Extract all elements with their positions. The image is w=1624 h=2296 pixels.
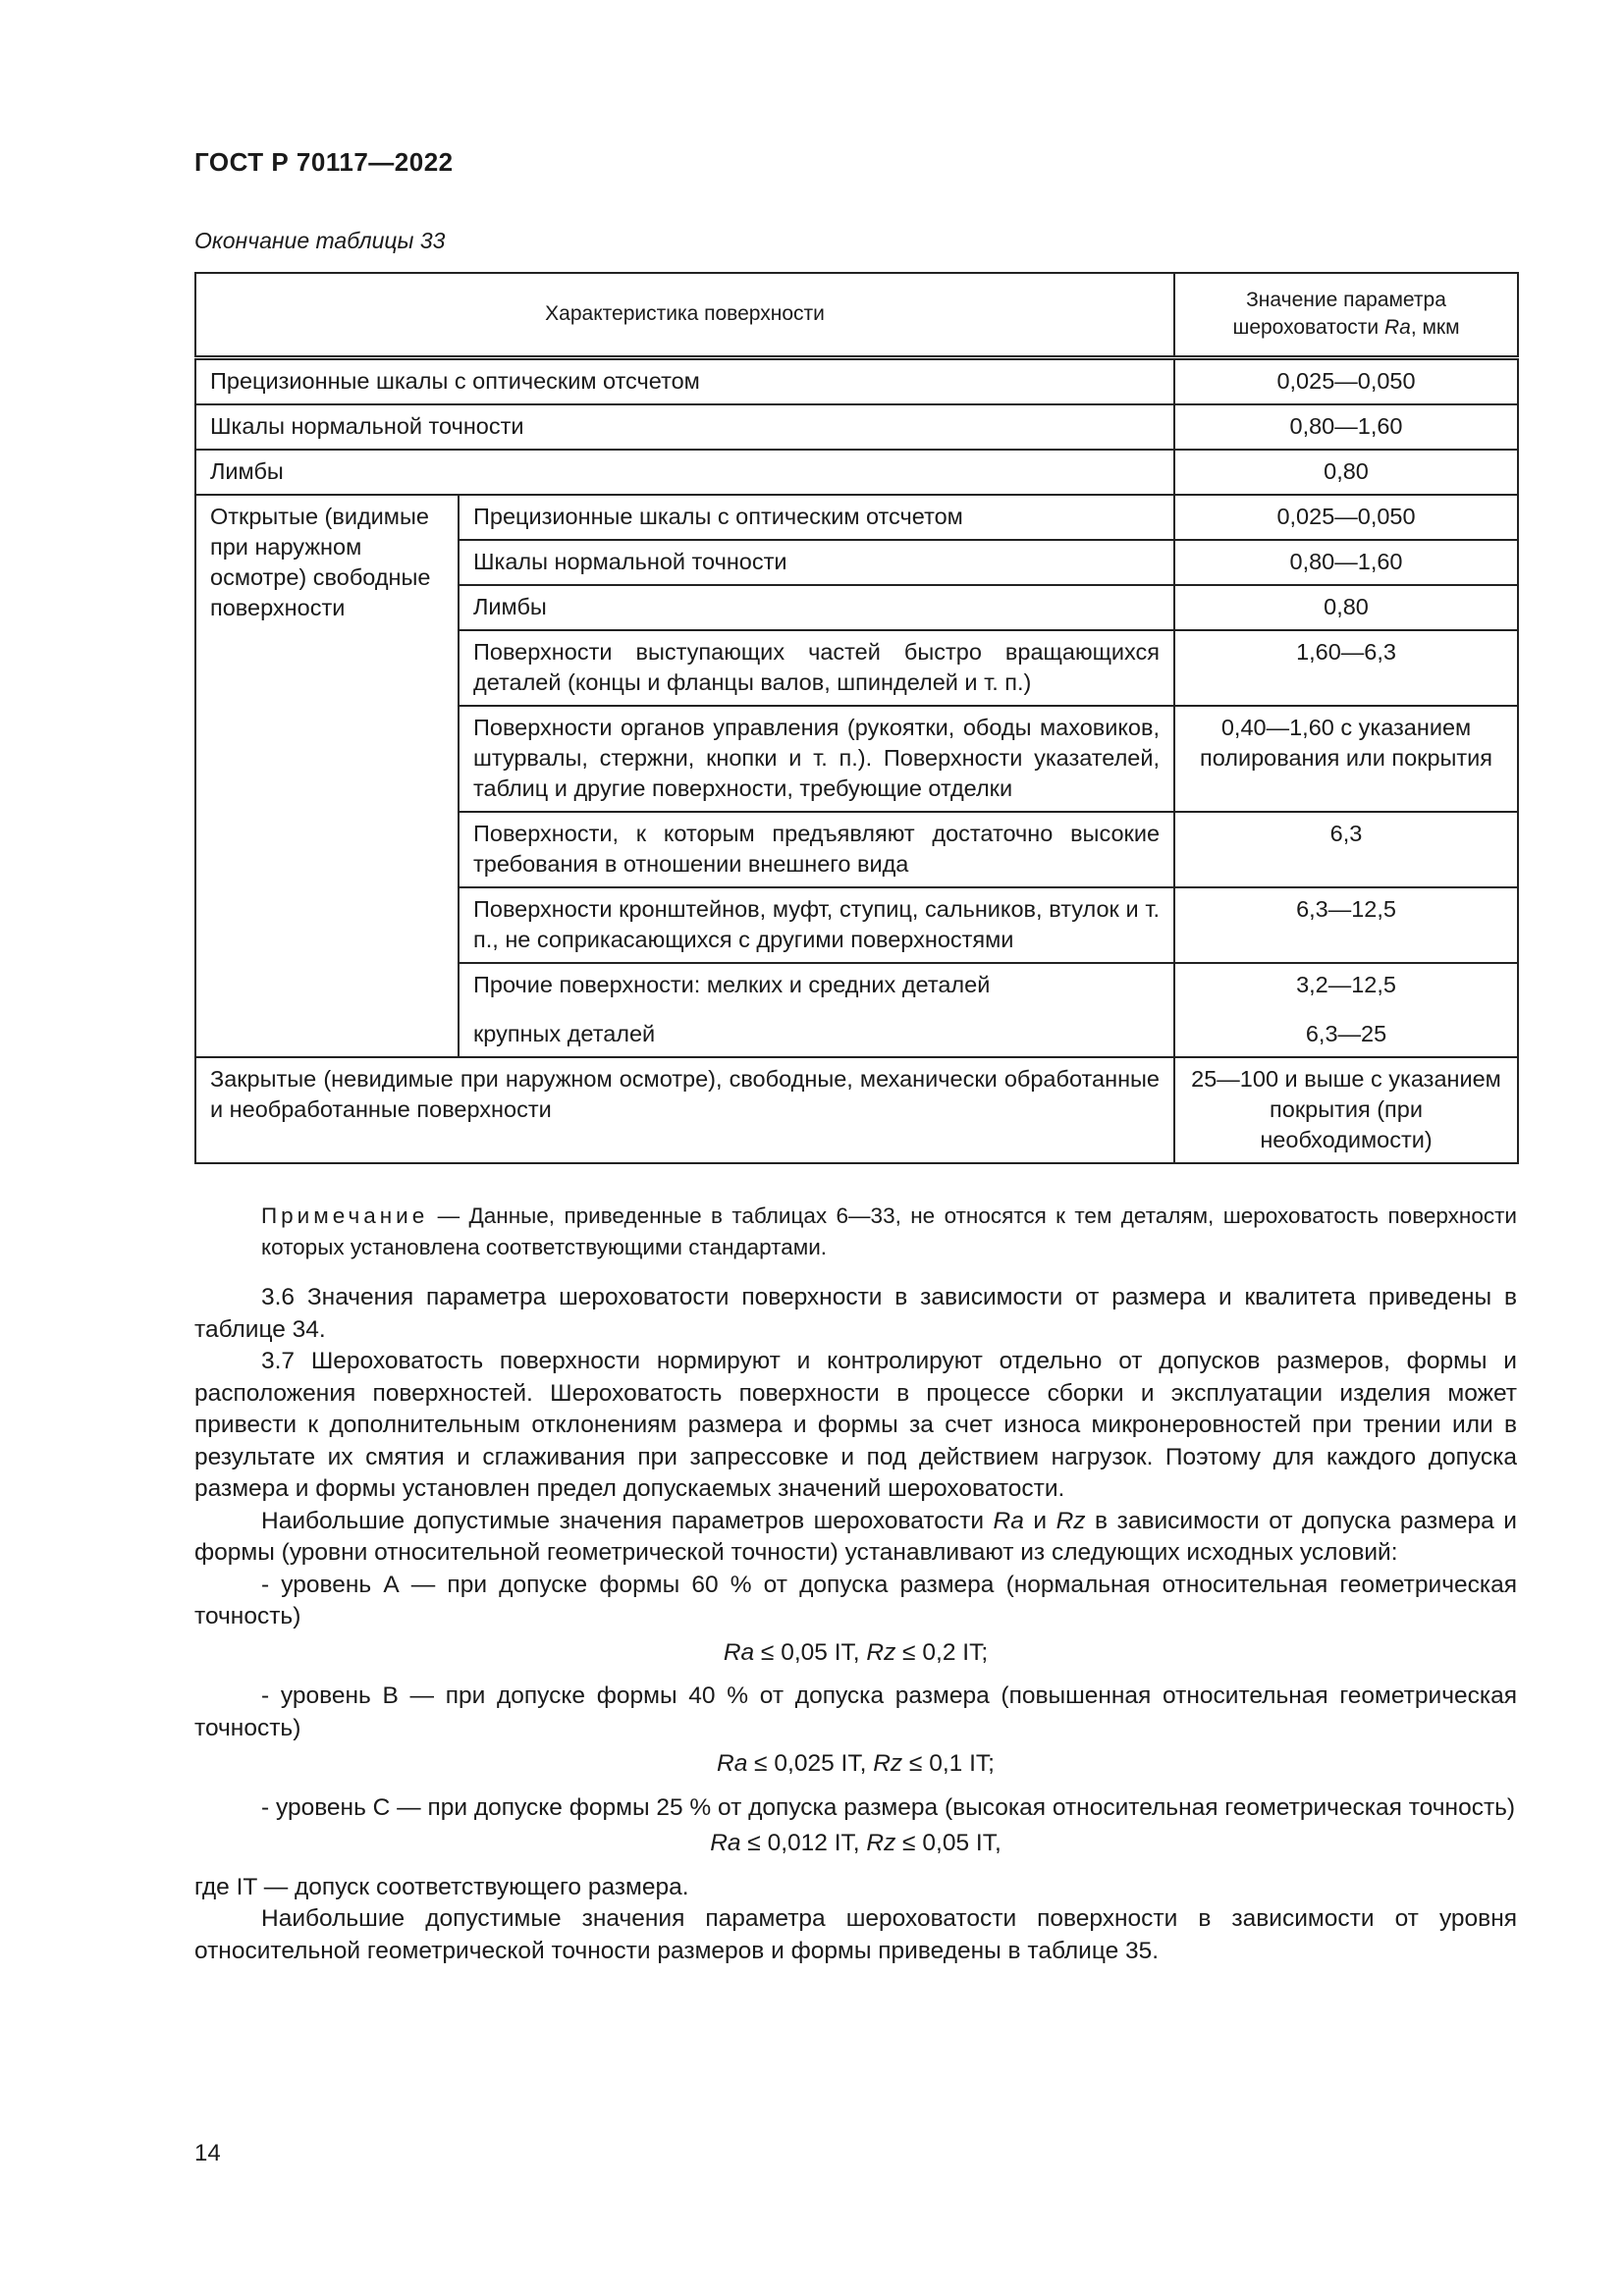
row-value: 1,60—6,3	[1174, 630, 1518, 706]
formula-text: ≤ 0,1 IT;	[902, 1750, 995, 1777]
note-label: Примечание	[261, 1203, 429, 1228]
note-text: — Данные, приведенные в таблицах 6—33, не относятся к тем деталям, шероховатость поверхности которых установлена соответствующими стандартами.	[261, 1203, 1517, 1259]
symbol-ra: Ra	[717, 1750, 748, 1777]
row-characteristic: Прецизионные шкалы с оптическим отсчетом	[459, 495, 1174, 540]
row-value: 0,025—0,050	[1174, 495, 1518, 540]
level-b-text: - уровень В — при допуске формы 40 % от допуска размера (повышенная относительная геометрическая точность)	[194, 1682, 1517, 1741]
formula-text: ≤ 0,025 IT,	[747, 1750, 874, 1777]
paragraph-max-values	[194, 1506, 1517, 1570]
symbol-rz: Rz	[866, 1638, 896, 1666]
row-value: 0,40—1,60 с указанием полирования или покрытия	[1174, 706, 1518, 812]
row-characteristic: Лимбы	[459, 585, 1174, 630]
column-header-value-suffix: , мкм	[1410, 316, 1460, 339]
formula-level-b	[194, 1748, 1517, 1781]
row-characteristic: Прецизионные шкалы с оптическим отсчетом	[195, 358, 1174, 405]
row-value: 0,80—1,60	[1174, 404, 1518, 450]
column-header-value-line1: Значение параметра	[1246, 289, 1446, 311]
paragraph-final: Наибольшие допустимые значения параметра шероховатости поверхности в зависимости от уровня относительной геометрической точности размеров и формы приведены в таблице 35.	[194, 1905, 1517, 1964]
where-it-text: где IT — допуск соответствующего размера.	[194, 1873, 689, 1900]
symbol-rz: Rz	[1056, 1507, 1086, 1534]
level-a-text: - уровень А — при допуске формы 60 % от допуска размера (нормальная относительная геометрическая точность)	[194, 1571, 1517, 1629]
formula-text: ≤ 0,05 IT,	[754, 1638, 867, 1666]
table-caption: Окончание таблицы 33	[194, 228, 446, 253]
row-characteristic-line: крупных деталей	[473, 1021, 656, 1046]
row-characteristic: Шкалы нормальной точности	[459, 540, 1174, 585]
row-characteristic-line: Прочие поверхности: мелких и средних деталей	[473, 972, 991, 997]
level-c-text: - уровень С — при допуске формы 25 % от допуска размера (высокая относительная геометрическая точность)	[261, 1793, 1516, 1821]
page-number: 14	[194, 2140, 221, 2166]
paragraph-text: Наибольшие допустимые значения параметров шероховатости	[261, 1507, 994, 1534]
row-characteristic: Поверхности органов управления (рукоятки, ободы маховиков, штурвалы, стержни, кнопки и т. п.). Поверхности указателей, таблиц и другие поверхности, требующие отделки	[459, 706, 1174, 812]
symbol-ra: Ra	[993, 1507, 1024, 1534]
paragraph-text: в зависимости от допуска размера и формы (уровни относительной геометрической точности) устанавливают из следующих исходных условий:	[194, 1507, 1517, 1566]
formula-text: ≤ 0,012 IT,	[740, 1830, 867, 1856]
symbol-rz: Rz	[866, 1830, 896, 1856]
column-header-characteristic: Характеристика поверхности	[195, 273, 1174, 358]
roughness-table	[194, 272, 1519, 1164]
paragraph-text: и	[1023, 1507, 1056, 1534]
table-row	[195, 1057, 1518, 1163]
row-value: 6,3	[1174, 812, 1518, 887]
column-header-value-prefix: шероховатости	[1232, 316, 1384, 339]
row-characteristic: Закрытые (невидимые при наружном осмотре), свободные, механически обработанные и необработанные поверхности	[195, 1057, 1174, 1163]
symbol-rz: Rz	[873, 1750, 903, 1777]
row-characteristic: Поверхности выступающих частей быстро вращающихся деталей (концы и фланцы валов, шпинделей и т. п.)	[459, 630, 1174, 706]
row-value: 0,80	[1174, 450, 1518, 495]
column-header-value	[1174, 273, 1518, 358]
group-label-open-surfaces: Открытые (видимые при наружном осмотре) свободные поверхности	[195, 495, 459, 1057]
document-code: ГОСТ Р 70117—2022	[194, 147, 454, 177]
row-value-line: 3,2—12,5	[1296, 972, 1396, 997]
row-value: 0,80—1,60	[1174, 540, 1518, 585]
row-value	[1174, 963, 1518, 1057]
paragraph-3-7: 3.7 Шероховатость поверхности нормируют и контролируют отдельно от допусков размеров, формы и расположения поверхностей. Шероховатость поверхности в процессе сборки и эксплуатации изделия может привести к дополнительным отклонениям размера и формы за счет износа микронеровностей при трении или в результате их смятия и сглаживания при запрессовке и под действием нагрузок. Поэтому для каждого допуска размера и формы установлен предел допускаемых значений шероховатости.	[194, 1348, 1517, 1502]
symbol-ra: Ra	[710, 1830, 741, 1856]
row-characteristic: Поверхности, к которым предъявляют достаточно высокие требования в отношении внешнего вида	[459, 812, 1174, 887]
row-characteristic: Лимбы	[195, 450, 1174, 495]
row-characteristic: Поверхности кронштейнов, муфт, ступиц, сальников, втулок и т. п., не соприкасающихся с другими поверхностями	[459, 887, 1174, 963]
table-row	[195, 358, 1518, 405]
row-value: 25—100 и выше с указанием покрытия (при необходимости)	[1174, 1057, 1518, 1163]
table-row	[195, 404, 1518, 450]
column-header-value-symbol: Ra	[1383, 316, 1411, 339]
row-value: 0,025—0,050	[1174, 358, 1518, 405]
row-value: 6,3—12,5	[1174, 887, 1518, 963]
paragraph-3-6: 3.6 Значения параметра шероховатости поверхности в зависимости от размера и квалитета приведены в таблице 34.	[194, 1284, 1517, 1343]
formula-level-a	[194, 1637, 1517, 1670]
row-characteristic: Шкалы нормальной точности	[195, 404, 1174, 450]
row-characteristic	[459, 963, 1174, 1057]
row-value: 0,80	[1174, 585, 1518, 630]
symbol-ra: Ra	[723, 1638, 755, 1666]
body-text	[194, 1282, 1517, 1967]
table-note-text	[194, 1201, 1517, 1263]
table-row	[195, 495, 1518, 540]
formula-level-c	[194, 1828, 1517, 1860]
formula-text: ≤ 0,05 IT,	[895, 1830, 1001, 1856]
formula-text: ≤ 0,2 IT;	[895, 1638, 989, 1666]
table-row	[195, 450, 1518, 495]
row-value-line: 6,3—25	[1305, 1021, 1387, 1046]
table-note	[194, 1201, 1517, 1263]
table-header-row	[195, 273, 1518, 358]
